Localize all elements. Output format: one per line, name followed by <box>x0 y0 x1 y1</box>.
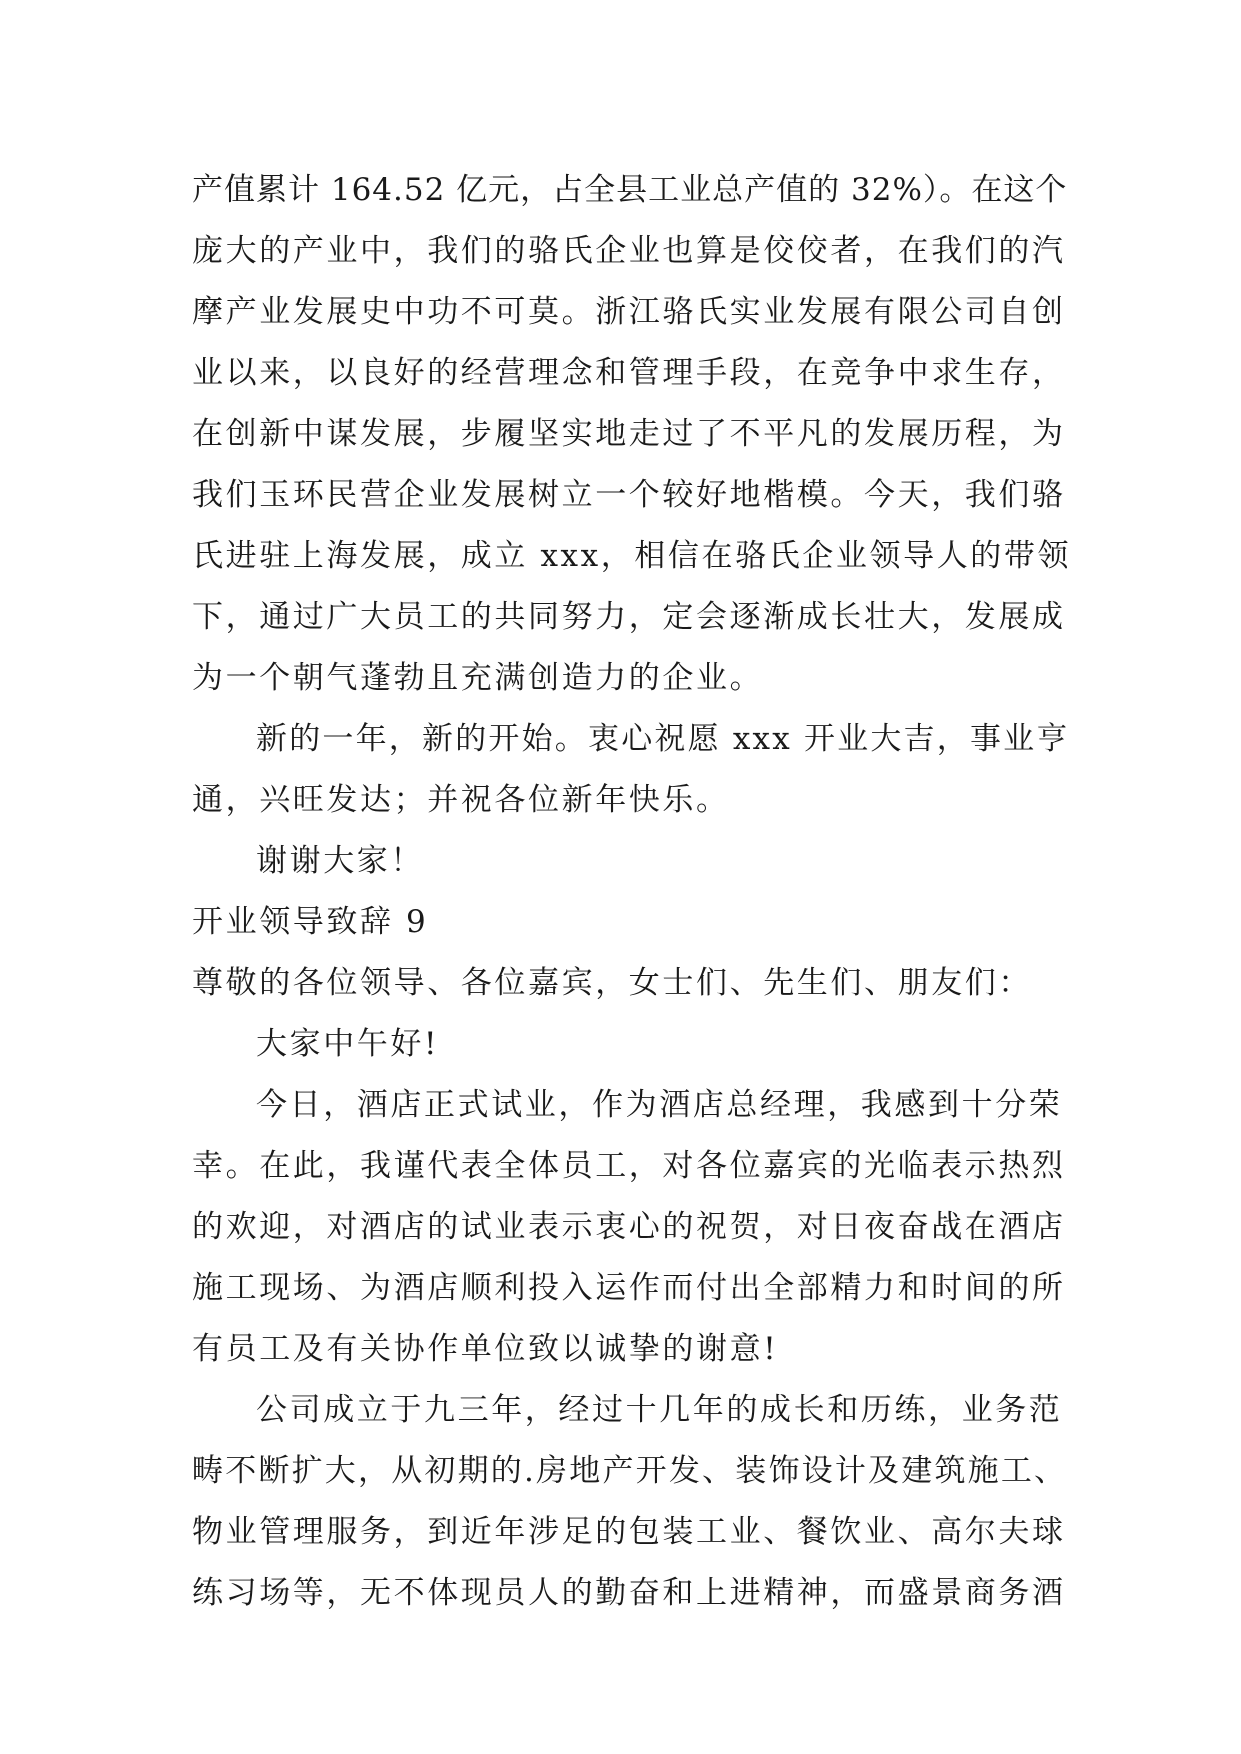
text-line: 物业管理服务，到近年涉足的包装工业、餐饮业、高尔夫球 <box>192 1514 1066 1550</box>
text-line: 谢谢大家！ <box>256 843 424 879</box>
text-line: 的欢迎，对酒店的试业表示衷心的祝贺，对日夜奋战在酒店 <box>192 1209 1066 1245</box>
text-line: 下，通过广大员工的共同努力，定会逐渐成长壮大，发展成 <box>192 599 1066 635</box>
text-line: 业以来，以良好的经营理念和管理手段，在竞争中求生存， <box>192 355 1066 391</box>
text-line: 大家中午好! <box>256 1026 440 1062</box>
text-line: 开业领导致辞 9 <box>192 904 429 940</box>
text-line: 氏进驻上海发展，成立 xxx，相信在骆氏企业领导人的带领 <box>192 538 1072 574</box>
text-line: 为一个朝气蓬勃且充满创造力的企业。 <box>192 660 764 696</box>
text-line: 施工现场、为酒店顺利投入运作而付出全部精力和时间的所 <box>192 1270 1066 1306</box>
text-line: 摩产业发展史中功不可莫。浙江骆氏实业发展有限公司自创 <box>192 294 1066 330</box>
text-line: 在创新中谋发展，步履坚实地走过了不平凡的发展历程，为 <box>192 416 1066 452</box>
text-line: 尊敬的各位领导、各位嘉宾，女士们、先生们、朋友们： <box>192 965 1032 1001</box>
text-line: 通，兴旺发达；并祝各位新年快乐。 <box>192 782 730 818</box>
text-line: 畴不断扩大，从初期的.房地产开发、装饰设计及建筑施工、 <box>192 1453 1068 1489</box>
text-line: 幸。在此，我谨代表全体员工，对各位嘉宾的光临表示热烈 <box>192 1148 1066 1184</box>
text-line: 今日，酒店正式试业，作为酒店总经理，我感到十分荣 <box>256 1087 1063 1123</box>
text-line: 练习场等，无不体现员人的勤奋和上进精神，而盛景商务酒 <box>192 1575 1066 1611</box>
text-line: 我们玉环民营企业发展树立一个较好地楷模。今天，我们骆 <box>192 477 1066 513</box>
text-line: 产值累计 164.52 亿元，占全县工业总产值的 32%）。在这个 <box>192 172 1068 208</box>
text-line: 新的一年，新的开始。衷心祝愿 xxx 开业大吉，事业亨 <box>256 721 1070 757</box>
text-line: 有员工及有关协作单位致以诚挚的谢意! <box>192 1331 779 1367</box>
text-line: 公司成立于九三年，经过十几年的成长和历练，业务范 <box>256 1392 1063 1428</box>
document-body <box>192 160 1072 1624</box>
text-line: 庞大的产业中，我们的骆氏企业也算是佼佼者，在我们的汽 <box>192 233 1066 269</box>
